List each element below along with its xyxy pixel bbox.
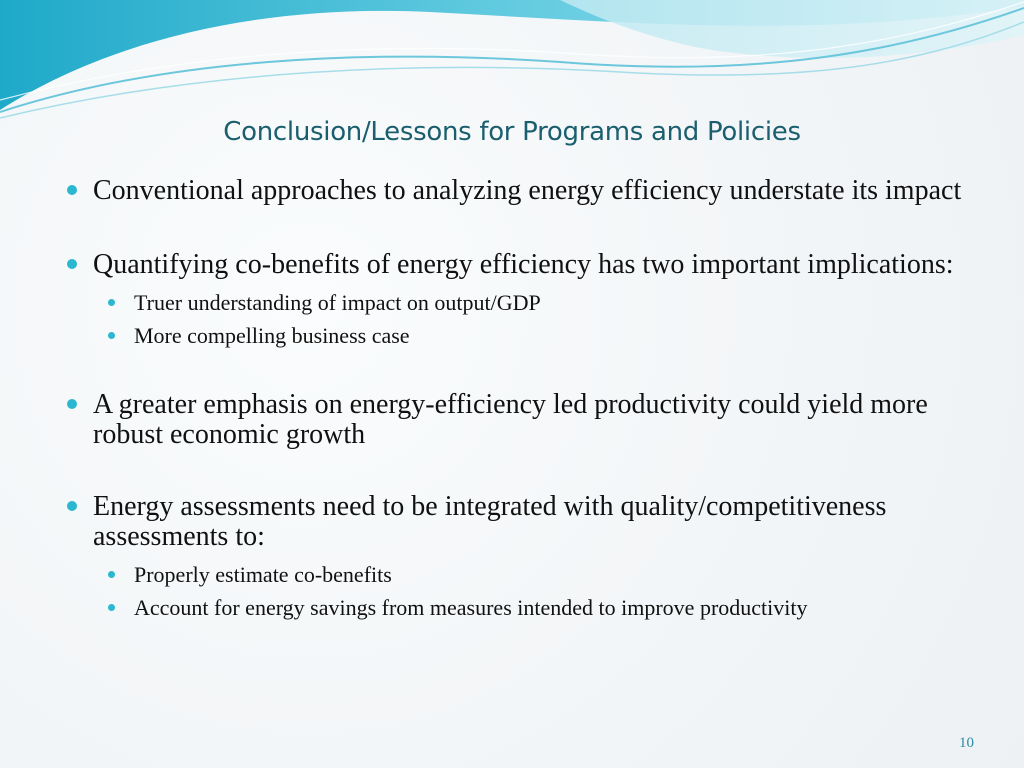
bullet-icon xyxy=(67,259,77,269)
sub-bullet-item xyxy=(64,562,964,587)
sub-bullet-item xyxy=(64,290,964,315)
bullet-item xyxy=(64,390,964,450)
bullet-text: Conventional approaches to analyzing energy efficiency understate its impact xyxy=(93,175,962,206)
sub-bullet-text: Truer understanding of impact on output/GDP xyxy=(134,290,541,315)
sub-bullet-text: More compelling business case xyxy=(134,323,410,348)
bullet-text: A greater emphasis on energy-efficiency led productivity could yield more robust economic growth xyxy=(93,389,928,450)
bullet-icon xyxy=(67,185,77,195)
bullet-text: Quantifying co-benefits of energy efficiency has two important implications: xyxy=(93,249,954,280)
sub-bullet-icon xyxy=(108,604,115,611)
page-number: 10 xyxy=(959,735,974,751)
sub-bullet-text: Properly estimate co-benefits xyxy=(134,562,392,587)
bullet-icon xyxy=(67,399,77,409)
sub-bullet-item xyxy=(64,595,964,620)
bullet-item xyxy=(64,250,964,280)
sub-bullet-item xyxy=(64,323,964,348)
bullet-list xyxy=(64,176,964,620)
wave-decoration xyxy=(0,0,1024,130)
sub-bullet-icon xyxy=(108,571,115,578)
sub-bullet-icon xyxy=(108,299,115,306)
bullet-text: Energy assessments need to be integrated with quality/competitiveness assessments to: xyxy=(93,491,887,552)
sub-bullet-icon xyxy=(108,332,115,339)
bullet-item xyxy=(64,176,964,206)
sub-bullet-text: Account for energy savings from measures intended to improve productivity xyxy=(134,595,808,620)
slide-title: Conclusion/Lessons for Programs and Policies xyxy=(223,117,801,147)
bullet-item xyxy=(64,492,964,552)
bullet-icon xyxy=(67,501,77,511)
